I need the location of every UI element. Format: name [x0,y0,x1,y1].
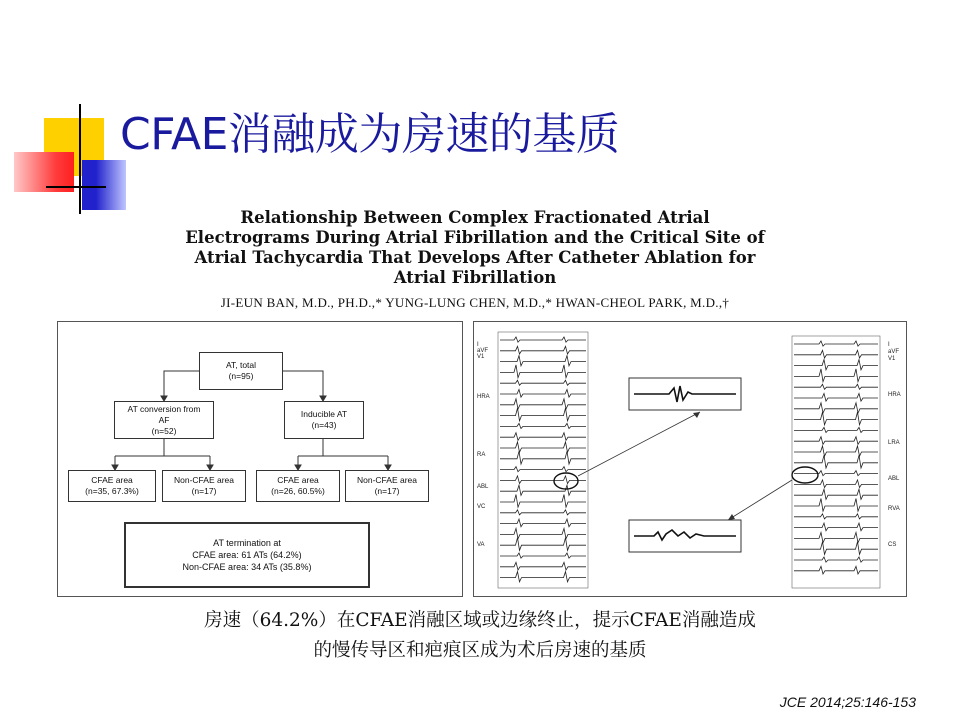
ecg-lead-label: LRA [888,440,900,446]
ecg-strip-right [792,336,880,588]
flow-text: (n=26, 60.5%) [271,486,325,496]
ecg-lead-label: I [477,342,479,348]
flow-text: CFAE area: 61 ATs (64.2%) [192,550,302,560]
ecg-trace [794,437,878,445]
ecg-lead-label: VC [477,504,486,510]
flowchart-panel [57,321,463,597]
ecg-trace [794,499,878,512]
flow-text: (n=17) [191,486,217,496]
ecg-lead-label: ABL [477,484,489,490]
ecg-trace [500,380,586,385]
flow-text: Non-CFAE area [174,475,234,485]
flow-box-termination [124,522,370,588]
ecg-trace [500,442,586,452]
ecg-trace [794,489,878,499]
flow-box-noncfae-right [345,470,429,502]
ecg-trace [500,408,586,421]
ecg-trace [500,538,586,551]
ecg-trace [500,495,586,508]
ecg-lead-label: I [888,342,890,348]
flow-text: AF [158,414,170,425]
ecg-trace [794,514,878,519]
ecg-lead-label: V1 [477,354,485,360]
ecg-arrow [728,480,792,520]
ecg-lead-label: VA [477,542,485,548]
caption-line: 房速（64.2%）在CFAE消融区域或边缘终止，提示CFAE消融造成 [204,610,756,631]
flow-text: Non-CFAE area: 34 ATs (35.8%) [182,562,312,572]
ecg-trace [794,532,878,542]
ecg-lead-label: V1 [888,356,896,362]
flow-text: (n=95) [228,371,254,381]
ecg-trace [794,480,878,488]
flow-text: CFAE area [91,475,133,485]
ecg-trace [794,455,878,468]
flow-box-noncfae-left [162,470,246,502]
paper-title [100,208,850,288]
flow-box-inducible-at [284,401,364,439]
ecg-trace [794,542,878,555]
paper-authors: JI-EUN BAN, M.D., PH.D.,* YUNG-LUNG CHEN, M.D.,* HWAN-CHEOL PARK, M.D.,† [220,295,730,310]
ecg-trace [794,350,878,358]
flow-box-at-total [199,352,283,390]
ecg-trace [500,346,586,354]
ecg-trace [500,365,586,378]
flow-text: Inducible AT [300,409,348,419]
flow-text: (n=17) [374,486,400,496]
ecg-trace [794,471,878,476]
ecg-lead-label: RVA [888,506,900,512]
ecg-trace [500,390,586,398]
ecg-trace [794,446,878,456]
ecg-trace [794,566,878,574]
decor-vertical-line [79,104,81,214]
ecg-lead-label: HRA [888,392,901,398]
paper-title-line: Atrial Fibrillation [393,268,557,287]
ecg-lead-label: HRA [477,394,490,400]
flow-box-cfae-left [68,470,156,502]
ecg-trace [500,553,586,558]
flow-text: AT termination at [213,538,281,548]
ecg-arrow-head [728,514,735,520]
ecg-lead-label: aVF [888,349,900,355]
ecg-trace [500,519,586,527]
ecg-tracings [474,322,906,596]
ecg-trace [794,369,878,382]
ecg-trace [500,337,586,342]
ecg-trace [794,523,878,531]
flow-text: (n=43) [311,420,337,430]
ecg-trace [794,412,878,425]
citation: JCE 2014;25:146-153 [779,694,916,710]
ecg-marker-ellipse [554,473,578,489]
ecg-trace [500,423,586,428]
ecg-trace [794,341,878,346]
flow-text: AT, total [225,360,257,370]
flow-text: (n=52) [151,425,177,436]
slide-title: CFAE消融成为房速的基质 [120,109,620,160]
decor-horizontal-line [46,186,106,188]
flow-text: CFAE area [277,475,319,485]
flow-text: AT conversion from [127,403,201,414]
ecg-trace [500,467,586,472]
ecg-trace [500,528,586,538]
ecg-trace [794,360,878,370]
ecg-lead-label: RA [477,452,486,458]
ecg-marker-ellipse [792,467,818,483]
ecg-trace [500,451,586,464]
ecg-trace [500,562,586,570]
ecg-trace [794,403,878,413]
ecg-panel [473,321,907,597]
paper-title-line: Atrial Tachycardia That Develops After Catheter Ablation for [194,248,756,267]
ecg-trace [500,572,586,582]
slide-caption [60,606,900,666]
ecg-trace [794,557,878,562]
decor-blue-gradient [96,160,126,210]
flow-text: Non-CFAE area [357,475,417,485]
ecg-trace [500,399,586,409]
ecg-arrow [578,412,700,476]
ecg-lead-label: CS [888,542,897,548]
paper-title-line: Electrograms During Atrial Fibrillation and the Critical Site of [185,228,765,247]
ecg-trace [794,384,878,389]
ecg-trace [794,427,878,432]
ecg-trace [500,433,586,441]
ecg-strip-left [498,332,588,588]
ecg-trace [500,510,586,515]
flow-box-cfae-right [256,470,340,502]
paper-title-line: Relationship Between Complex Fractionated Atrial [240,208,710,227]
flow-box-at-conversion [114,401,214,439]
ecg-lead-label: ABL [888,476,900,482]
ecg-trace [500,476,586,484]
ecg-lead-label: aVF [477,348,489,354]
ecg-trace [794,394,878,402]
caption-line: 的慢传导区和疤痕区成为术后房速的基质 [313,640,647,661]
ecg-trace [500,356,586,366]
flow-text: (n=35, 67.3%) [85,486,139,496]
